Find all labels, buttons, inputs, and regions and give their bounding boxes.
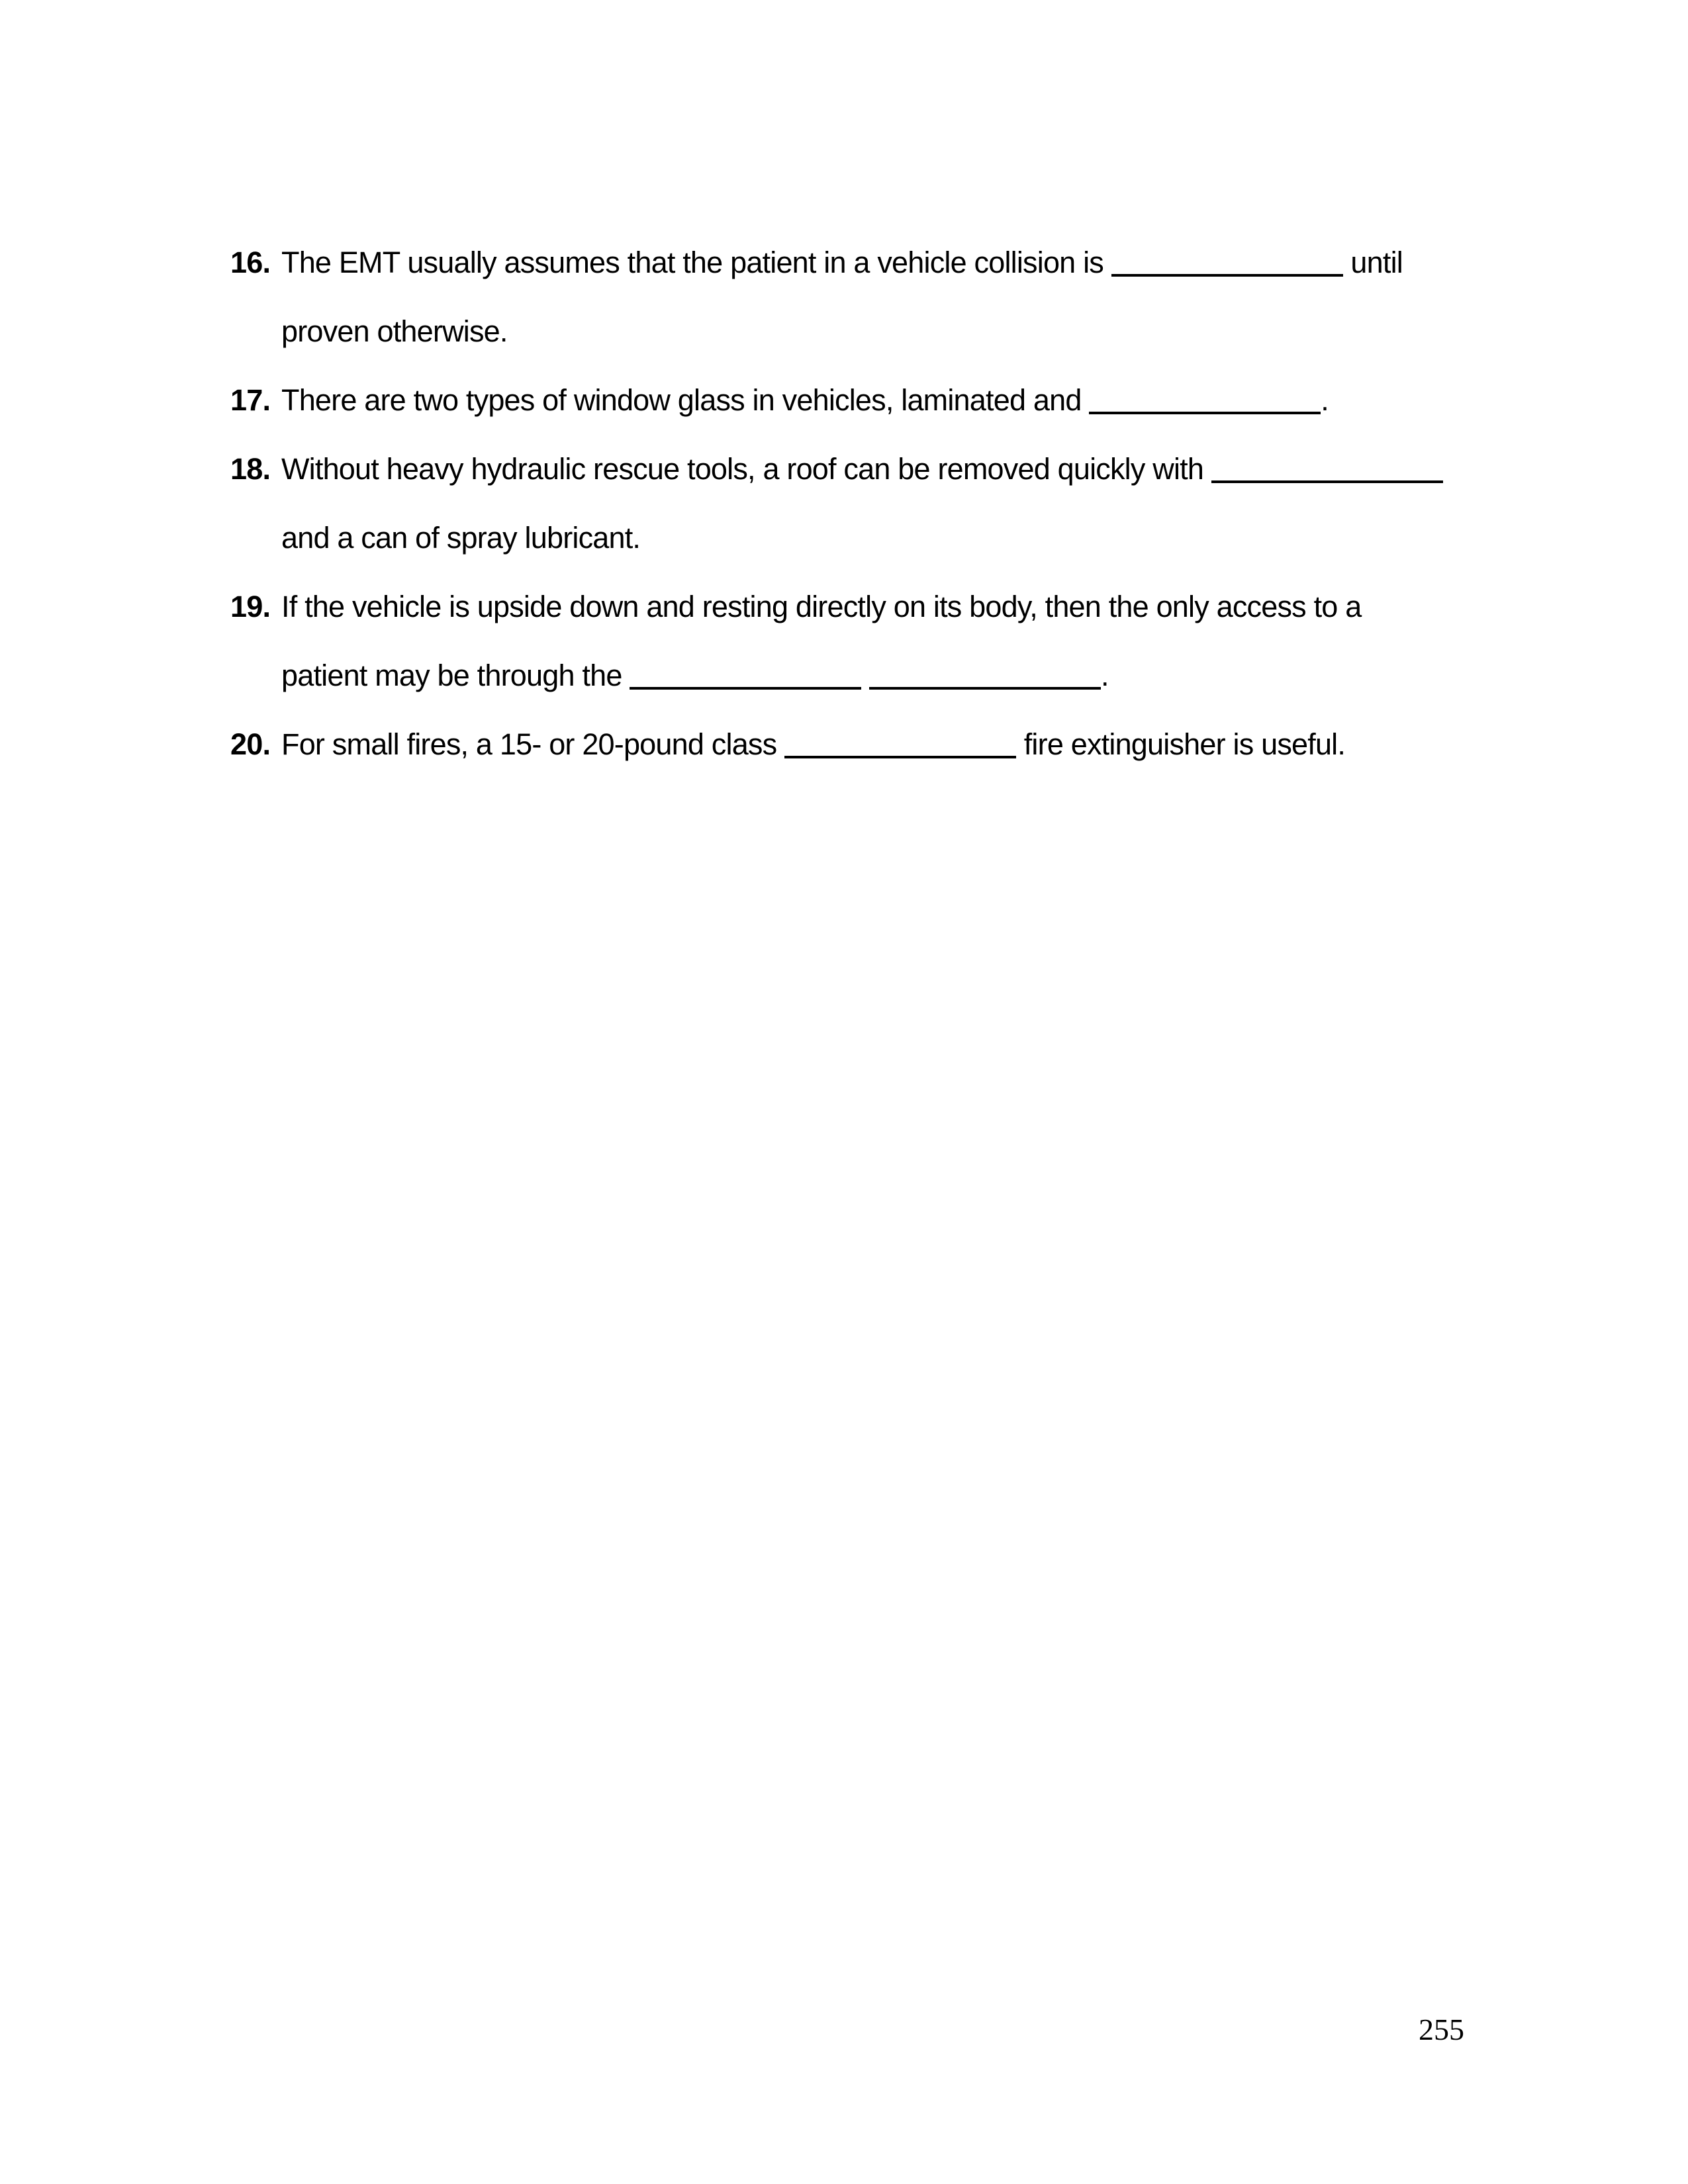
question-line	[281, 504, 1495, 572]
question-item	[230, 228, 1495, 366]
question-text: The EMT usually assumes that the patient in a vehicle collision is	[281, 246, 1104, 279]
question-body	[281, 572, 1495, 710]
question-text: .	[1100, 659, 1109, 692]
question-body	[281, 366, 1495, 435]
question-item	[230, 710, 1495, 779]
question-number: 17.	[230, 383, 271, 417]
question-text: until	[1350, 246, 1403, 279]
fill-in-blank-underline	[869, 684, 1101, 690]
question-text: proven otherwise.	[281, 314, 508, 348]
question-text: For small fires, a 15- or 20-pound class	[281, 727, 777, 761]
question-list	[230, 228, 1495, 779]
question-text: Without heavy hydraulic rescue tools, a roof can be removed quickly with	[281, 452, 1204, 486]
question-line	[281, 641, 1495, 710]
question-text: fire extinguisher is useful.	[1023, 727, 1346, 761]
question-item	[230, 572, 1495, 710]
fill-in-blank-underline	[1211, 478, 1443, 483]
question-number: 20.	[230, 727, 271, 761]
fill-in-blank-underline	[1089, 409, 1321, 414]
question-body	[281, 435, 1495, 572]
page-number: 255	[1419, 2013, 1464, 2046]
question-text: and a can of spray lubricant.	[281, 521, 641, 555]
fill-in-blank-underline	[784, 753, 1016, 758]
fill-in-blank-underline	[1111, 271, 1343, 277]
question-number: 16.	[230, 246, 271, 279]
question-text: If the vehicle is upside down and resting directly on its body, then the only access to a	[281, 590, 1362, 623]
question-item	[230, 366, 1495, 435]
question-line	[281, 297, 1495, 366]
question-number: 19.	[230, 590, 271, 623]
question-text: patient may be through the	[281, 659, 622, 692]
question-line	[281, 572, 1495, 641]
question-line	[281, 710, 1495, 779]
question-body	[281, 228, 1495, 366]
question-text: There are two types of window glass in vehicles, laminated and	[281, 383, 1082, 417]
question-line	[281, 366, 1495, 435]
question-line	[281, 435, 1495, 504]
question-item	[230, 435, 1495, 572]
fill-in-blank-underline	[630, 684, 861, 690]
question-body	[281, 710, 1495, 779]
question-text: .	[1321, 383, 1329, 417]
question-number: 18.	[230, 452, 271, 486]
question-line	[281, 228, 1495, 297]
